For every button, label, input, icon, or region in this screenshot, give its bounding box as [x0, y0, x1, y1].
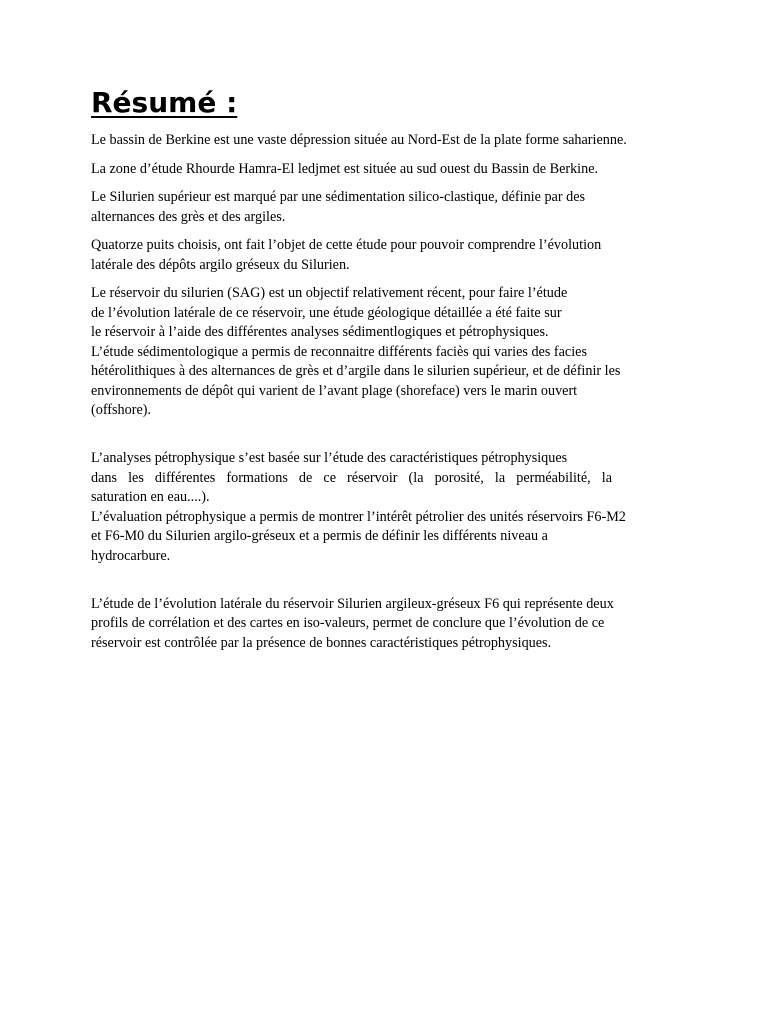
paragraph-6-line: L’évaluation pétrophysique a permis de montrer l’intérêt pétrolier des unités réservoirs F6-M2: [91, 508, 626, 525]
page-title: Résumé :: [91, 86, 238, 119]
paragraph-6-line: saturation en eau....).: [91, 489, 210, 505]
paragraph-2: La zone d’étude Rhourde Hamra-El ledjmet est située au sud ouest du Bassin de Berkine.: [91, 160, 599, 177]
paragraph-1: Le bassin de Berkine est une vaste dépression située au Nord-Est de la plate forme saharienne.: [91, 132, 627, 148]
paragraph-6-line: dans les différentes formations de ce réservoir (la porosité, la perméabilité, la: [91, 469, 612, 486]
paragraph-6-line: hydrocarbure.: [91, 547, 171, 564]
paragraph-6: [91, 430, 681, 586]
paragraph-7: L’étude de l’évolution latérale du réservoir Silurien argileux-gréseux F6 qui représente deux profils de corrélation et des cartes en iso-valeurs, permet de conclure que l’évolution de ce réservoir est contrôlée par la présence de bonnes caractéristiques pétrophysiques.: [91, 595, 614, 651]
document-body: [91, 84, 681, 662]
paragraph-6-line: et F6-M0 du Silurien argilo-gréseux et a permis de définir les différents niveau a: [91, 528, 548, 544]
paragraph-3: Le Silurien supérieur est marqué par une sédimentation silico-clastique, définie par des alternances des grès et des argiles.: [91, 189, 586, 225]
paragraph-5: Le réservoir du silurien (SAG) est un objectif relativement récent, pour faire l’étude de l’évolution latérale de ce réservoir, une étude géologique détaillée a été faite sur le réservoir à l’aide des différentes analyses sédimentlogiques et pétrophysiques. L’étude sédimentologique a permis de reconnaitre différents faciès qui varies des facies hétérolithiques à des alternances de grès et d’argile dans le silurien supérieur, et de définir les environnements de dépôt qui varient de l’avant plage (shoreface) vers le marin ouvert (offshore).: [91, 285, 621, 418]
paragraph-6-line: L’analyses pétrophysique s’est basée sur l’étude des caractéristiques pétrophysiques: [91, 450, 568, 466]
paragraph-4: Quatorze puits choisis, ont fait l’objet de cette étude pour pouvoir comprendre l’évolution latérale des dépôts argilo gréseux du Silurien.: [91, 237, 602, 273]
